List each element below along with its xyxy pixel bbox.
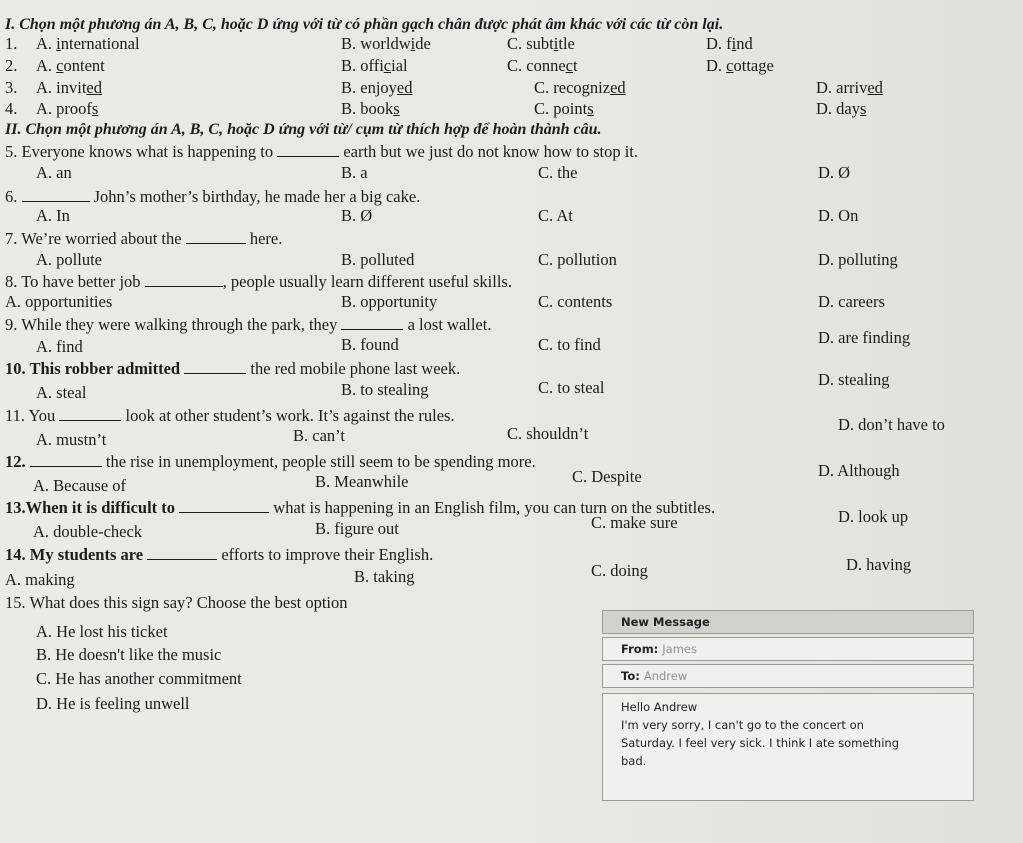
q10-option-c: C. to steal bbox=[538, 378, 605, 397]
message-line: bad. bbox=[621, 754, 647, 768]
q1-number: 1. bbox=[5, 34, 18, 53]
q7-stem: 7. We’re worried about the here. bbox=[5, 229, 283, 248]
q11-option-d: D. don’t have to bbox=[838, 415, 945, 434]
q9-blank bbox=[341, 315, 403, 330]
q7-option-b: B. polluted bbox=[341, 250, 415, 269]
message-line: Saturday. I feel very sick. I think I ate something bbox=[621, 736, 900, 750]
section-1-heading: I. Chọn một phương án A, B, C, hoặc D ứng với từ có phần gạch chân được phát âm khác với các từ còn lại. bbox=[5, 16, 724, 33]
q8-option-d: D. careers bbox=[818, 292, 885, 311]
q13-option-c: C. make sure bbox=[591, 513, 678, 532]
q5-option-b: B. a bbox=[341, 163, 368, 182]
q4-option-c: C. points bbox=[534, 99, 594, 118]
q9-stem: 9. While they were walking through the park, they a lost wallet. bbox=[5, 315, 492, 334]
q8-option-b: B. opportunity bbox=[341, 292, 438, 311]
q4-number: 4. bbox=[5, 99, 18, 118]
q8-option-c: C. contents bbox=[538, 292, 613, 311]
q4-option-d: D. days bbox=[816, 99, 867, 118]
q1-option-d: D. find bbox=[706, 34, 753, 53]
q10-stem: 10. This robber admitted the red mobile phone last week. bbox=[5, 359, 461, 378]
message-from-value: James bbox=[662, 642, 697, 656]
q13-blank bbox=[179, 498, 269, 513]
q2-option-d: D. cottage bbox=[706, 56, 774, 75]
q2-option-a: A. content bbox=[36, 56, 105, 75]
q8-stem: 8. To have better job , people usually learn different useful skills. bbox=[5, 272, 512, 291]
q7-option-d: D. polluting bbox=[818, 250, 898, 269]
q15-option-b: B. He doesn't like the music bbox=[36, 645, 222, 664]
message-to-field bbox=[602, 664, 974, 688]
q14-option-b: B. taking bbox=[354, 567, 415, 586]
q14-blank bbox=[147, 545, 217, 560]
q3-number: 3. bbox=[5, 78, 18, 97]
q11-option-a: A. mustn’t bbox=[36, 430, 107, 449]
q6-option-a: A. In bbox=[36, 206, 70, 225]
q3-option-b: B. enjoyed bbox=[341, 78, 413, 97]
message-from-label: From: James bbox=[621, 642, 697, 656]
q15-option-d: D. He is feeling unwell bbox=[36, 694, 190, 713]
q14-option-c: C. doing bbox=[591, 561, 648, 580]
message-header-title: New Message bbox=[621, 615, 710, 629]
message-from-field bbox=[602, 637, 974, 661]
q13-option-a: A. double-check bbox=[33, 522, 143, 541]
q10-option-d: D. stealing bbox=[818, 370, 890, 389]
q6-option-d: D. On bbox=[818, 206, 859, 225]
q6-option-b: B. Ø bbox=[341, 206, 373, 225]
message-line: Hello Andrew bbox=[621, 700, 698, 714]
q15-prompt: 15. What does this sign say? Choose the best option bbox=[5, 593, 348, 612]
q15-option-c: C. He has another commitment bbox=[36, 669, 242, 688]
q4-option-b: B. books bbox=[341, 99, 400, 118]
q3-option-a: A. invited bbox=[36, 78, 102, 97]
q4-option-a: A. proofs bbox=[36, 99, 99, 118]
q9-option-a: A. find bbox=[36, 337, 83, 356]
q12-option-d: D. Although bbox=[818, 461, 900, 480]
q10-blank bbox=[184, 359, 246, 374]
q11-option-c: C. shouldn’t bbox=[507, 424, 589, 443]
q8-option-a: A. opportunities bbox=[5, 292, 113, 311]
q5-option-c: C. the bbox=[538, 163, 578, 182]
q15-option-a: A. He lost his ticket bbox=[36, 622, 168, 641]
q9-option-b: B. found bbox=[341, 335, 399, 354]
q12-option-b: B. Meanwhile bbox=[315, 472, 409, 491]
q12-blank bbox=[30, 452, 102, 467]
q9-option-d: D. are finding bbox=[818, 328, 911, 347]
q14-option-a: A. making bbox=[5, 570, 75, 589]
q13-option-b: B. figure out bbox=[315, 519, 399, 538]
q11-stem: 11. You look at other student’s work. It’s against the rules. bbox=[5, 406, 455, 425]
message-body bbox=[602, 693, 974, 801]
q5-option-d: D. Ø bbox=[818, 163, 851, 182]
q3-option-d: D. arrived bbox=[816, 78, 883, 97]
q14-stem: 14. My students are efforts to improve their English. bbox=[5, 545, 434, 564]
q2-option-b: B. official bbox=[341, 56, 408, 75]
q14-option-d: D. having bbox=[846, 555, 912, 574]
q5-option-a: A. an bbox=[36, 163, 72, 182]
section-2-heading: II. Chọn một phương án A, B, C, hoặc D ứng với từ/ cụm từ thích hợp để hoàn thành câu. bbox=[5, 121, 602, 138]
q10-option-a: A. steal bbox=[36, 383, 87, 402]
q7-option-a: A. pollute bbox=[36, 250, 102, 269]
message-to-value: Andrew bbox=[643, 669, 688, 683]
q13-stem: 13.When it is difficult to what is happening in an English film, you can turn on the subtitles. bbox=[5, 498, 716, 517]
q1-option-a: A. international bbox=[36, 34, 140, 53]
q13-option-d: D. look up bbox=[838, 507, 909, 526]
q2-option-c: C. connect bbox=[507, 56, 578, 75]
q6-option-c: C. At bbox=[538, 206, 573, 225]
q5-blank bbox=[277, 142, 339, 157]
q5-stem: 5. Everyone knows what is happening to earth but we just do not know how to stop it. bbox=[5, 142, 639, 161]
q6-stem: 6. John’s mother’s birthday, he made her a big cake. bbox=[5, 187, 421, 206]
q11-blank bbox=[59, 406, 121, 421]
message-to-label: To: Andrew bbox=[621, 669, 688, 683]
q11-option-b: B. can’t bbox=[293, 426, 345, 445]
q2-number: 2. bbox=[5, 56, 18, 75]
q9-option-c: C. to find bbox=[538, 335, 601, 354]
q8-blank bbox=[145, 272, 223, 287]
q7-blank bbox=[186, 229, 246, 244]
q1-option-c: C. subtitle bbox=[507, 34, 575, 53]
q12-option-c: C. Despite bbox=[572, 467, 642, 486]
message-header bbox=[602, 610, 974, 634]
q6-blank bbox=[22, 187, 90, 202]
q1-option-b: B. worldwide bbox=[341, 34, 431, 53]
q7-option-c: C. pollution bbox=[538, 250, 617, 269]
message-sign bbox=[602, 610, 978, 805]
q12-option-a: A. Because of bbox=[33, 476, 127, 495]
q3-option-c: C. recognized bbox=[534, 78, 626, 97]
q12-stem: 12. the rise in unemployment, people still seem to be spending more. bbox=[5, 452, 536, 471]
message-line: I'm very sorry, I can't go to the concert on bbox=[621, 718, 864, 732]
q10-option-b: B. to stealing bbox=[341, 380, 429, 399]
